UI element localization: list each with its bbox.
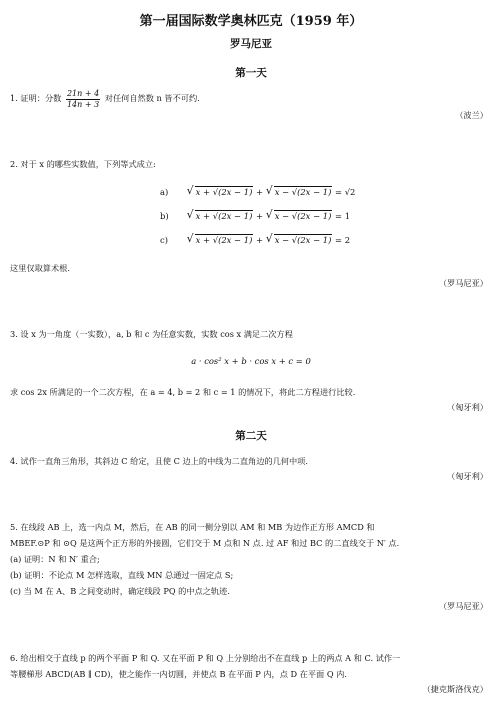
p5-line1: 5. 在线段 AB 上，选一内点 M，然后，在 AB 的同一侧分别以 AM 和 MB 为边作正方形 AMCD 和 (10, 522, 375, 532)
p3-equation: a · cos² x + b · cos x + c = 0 (191, 356, 311, 366)
p5-line5: (c) 当 M 在 A、B 之间变动时，确定线段 PQ 的中点之轨迹. (10, 586, 230, 596)
p2-lead: 2. 对于 x 的哪些实数值，下列等式成立: (10, 159, 156, 169)
p6-line1: 6. 给出相交于直线 p 的两个平面 P 和 Q. 又在平面 P 和 Q 上分别给出不在直线 p 上的两点 A 和 C. 试作一 (10, 653, 401, 663)
p2-row-c-tag: c) (160, 235, 168, 245)
p6-source: （捷克斯洛伐克） (422, 684, 488, 694)
p2-note: 这里仅取算术根. (10, 263, 70, 273)
p4-source: （匈牙利） (447, 471, 488, 481)
p2-row-a-rad1: √ x + √(2x − 1) (188, 186, 254, 197)
p1-fraction (66, 89, 100, 110)
p2-row-c-rhs: = 2 (335, 235, 351, 245)
p5-line2: MBEF.⊙P 和 ⊙Q 是这两个正方形的外接圆，它们交于 M 点和 N 点. 过 AF 和过 BC 的二直线交于 N′ 点. (10, 538, 400, 548)
p1-denominator: 14n + 3 (66, 99, 100, 109)
p5-line3: (a) 证明：N 和 N′ 重合; (10, 554, 100, 564)
problem-1 (10, 88, 200, 110)
p4-text: 4. 试作一直角三角形，其斜边 C 给定，且使 C 边上的中线为二直角边的几何中项. (10, 456, 308, 466)
p6-line2: 等腰梯形 ABCD(AB ∥ CD)，使之能作一内切圆，并使点 B 在平面 P 内，点 D 在平面 Q 内. (10, 669, 347, 679)
p1-tail: 对任何自然数 n 皆不可约. (104, 93, 200, 103)
p3-lead: 3. 设 x 为一角度（一实数），a, b 和 c 为任意实数，实数 cos x 满足二次方程 (10, 329, 293, 339)
p2-row-b-rhs: = 1 (335, 211, 351, 221)
p2-row-b-rad1: √ x + √(2x − 1) (188, 210, 254, 221)
p2-row-c-rad1: √ x + √(2x − 1) (188, 234, 254, 245)
p3-source: （匈牙利） (447, 402, 488, 412)
p5-source: （罗马尼亚） (438, 601, 488, 611)
p3-tail: 求 cos 2x 所满足的一个二次方程，在 a = 4, b = 2 和 c = 1 的情况下，将此二方程进行比较. (10, 387, 356, 397)
day1-heading: 第一天 (235, 67, 267, 79)
p5-line4: (b) 证明：不论点 M 怎样选取，直线 MN 总通过一固定点 S; (10, 570, 234, 580)
p2-row-a: a) √ x + √(2x − 1) + √ x − √(2x − 1) = √2 (160, 186, 355, 197)
p2-source: （罗马尼亚） (438, 278, 488, 288)
p2-row-c-rad2: √ x − √(2x − 1) (267, 234, 333, 245)
p1-lead: 1. 证明：分数 (10, 93, 62, 103)
p2-row-b-rad2: √ x − √(2x − 1) (267, 210, 333, 221)
host-country: 罗马尼亚 (230, 38, 272, 50)
p2-row-c: c) √ x + √(2x − 1) + √ x − √(2x − 1) = 2 (160, 234, 350, 245)
page-title: 第一届国际数学奥林匹克（1959 年） (139, 14, 363, 29)
p2-row-b: b) √ x + √(2x − 1) + √ x − √(2x − 1) = 1 (160, 210, 350, 221)
p2-row-a-rad2: √ x − √(2x − 1) (267, 186, 333, 197)
p1-source: （波兰） (455, 110, 488, 120)
p2-row-b-tag: b) (160, 211, 169, 221)
p2-row-a-rhs: = √2 (335, 187, 356, 197)
p1-numerator: 21n + 4 (66, 88, 100, 98)
p2-row-a-tag: a) (160, 187, 169, 197)
day2-heading: 第二天 (235, 430, 267, 442)
